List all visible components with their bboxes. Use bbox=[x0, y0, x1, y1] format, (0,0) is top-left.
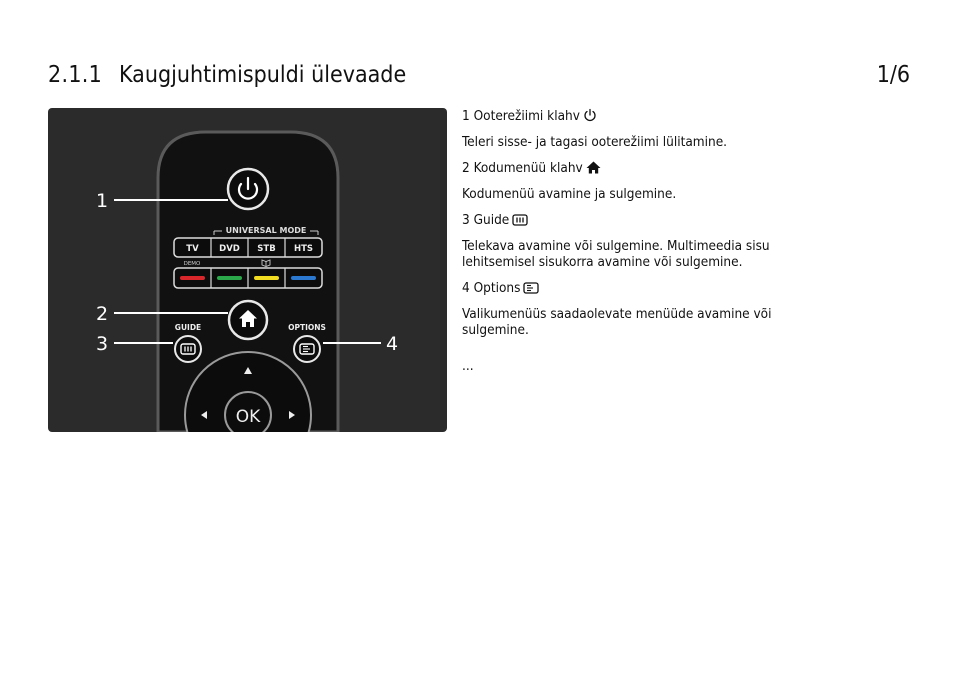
callout-3: 3 bbox=[95, 333, 109, 355]
ok-label: OK bbox=[235, 407, 261, 427]
remote-control-image bbox=[48, 108, 447, 432]
item-description-4: Valikumenüüs saadaolevate menüüde avamine või sulgemine. bbox=[462, 306, 772, 338]
item-description-2: Kodumenüü avamine ja sulgemine. bbox=[462, 186, 677, 202]
mode-button-stb: STB bbox=[257, 244, 276, 254]
item-heading-2: 2 Kodumenüü klahv bbox=[462, 160, 822, 178]
section-number: 2.1.1 bbox=[48, 62, 103, 88]
options-icon bbox=[523, 282, 539, 298]
yellow-key bbox=[254, 276, 279, 280]
universal-mode-label: UNIVERSAL MODE bbox=[225, 226, 307, 235]
callout-1: 1 bbox=[95, 190, 109, 212]
page-title: Kaugjuhtimispuldi ülevaade bbox=[119, 62, 407, 88]
continuation-ellipsis: ... bbox=[462, 358, 474, 374]
home-icon bbox=[586, 161, 601, 178]
mode-button-hts: HTS bbox=[293, 244, 314, 254]
blue-key bbox=[291, 276, 316, 280]
callout-4: 4 bbox=[385, 333, 399, 355]
item-heading-4: 4 Options bbox=[462, 280, 822, 298]
mode-button-dvd: DVD bbox=[219, 244, 240, 254]
item-heading-3: 3 Guide bbox=[462, 212, 822, 230]
item-description-3: Telekava avamine või sulgemine. Multimeedia sisu lehitsemisel sisukorra avamine või sulgemine. bbox=[462, 238, 770, 270]
item-heading-1: 1 Ooterežiimi klahv bbox=[462, 108, 822, 126]
guide-icon bbox=[512, 214, 528, 230]
item-description-1: Teleri sisse- ja tagasi ooterežiimi lülitamine. bbox=[462, 134, 728, 150]
options-label: OPTIONS bbox=[288, 323, 326, 332]
guide-button bbox=[175, 336, 201, 362]
mode-button-tv: TV bbox=[186, 244, 199, 254]
demo-label: DEMO bbox=[183, 261, 201, 267]
home-button bbox=[229, 301, 267, 339]
guide-label: GUIDE bbox=[174, 323, 202, 332]
power-icon bbox=[583, 108, 597, 126]
green-key bbox=[217, 276, 242, 280]
callout-2: 2 bbox=[95, 303, 109, 325]
red-key bbox=[180, 276, 205, 280]
page-indicator: 1/6 bbox=[876, 62, 910, 88]
power-button bbox=[228, 169, 268, 209]
options-button bbox=[294, 336, 320, 362]
